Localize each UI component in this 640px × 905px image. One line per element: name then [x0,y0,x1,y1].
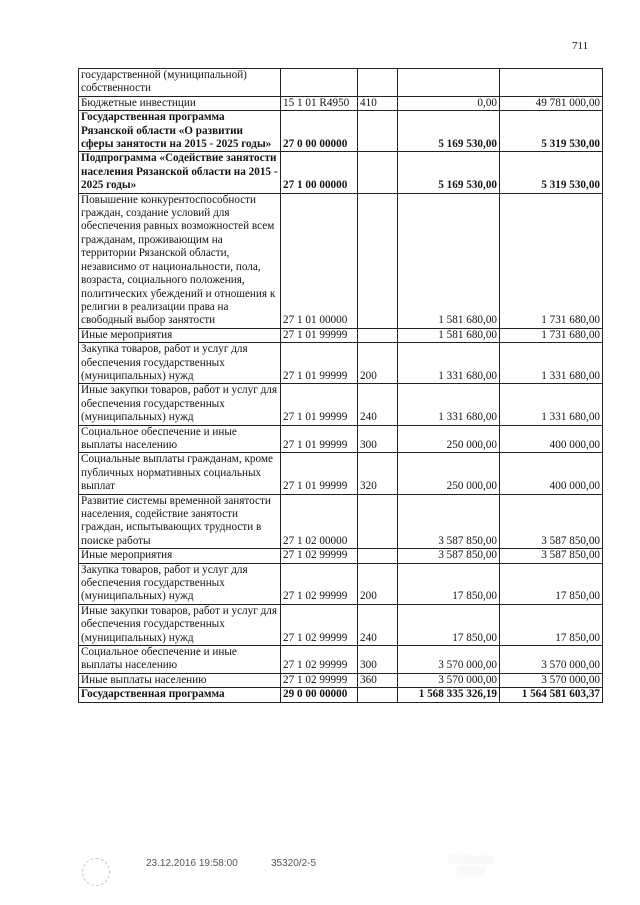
row-amount-2017: 1 331 680,00 [398,384,500,425]
row-name: Повышение конкурентоспособности граждан, создание условий для обеспечения равных возможностей всем гражданам, проживающим на территории Рязанской области, независимо от национальности, пола, возраста, социального положения, политических убеждений и отношения к религии в реализации права на свободный выбор занятости [79,193,281,328]
row-name: Закупка товаров, работ и услуг для обеспечения государственных (муниципальных) нужд [79,343,281,384]
row-code: 27 1 01 99999 [281,328,358,342]
row-expense-type [358,688,398,702]
row-name: Социальное обеспечение и иные выплаты населению [79,425,281,453]
row-expense-type [358,193,398,328]
row-amount-2017: 3 570 000,00 [398,673,500,687]
row-amount-2018: 400 000,00 [500,453,603,494]
row-code: 27 1 02 99999 [281,549,358,563]
row-amount-2018 [500,69,603,97]
row-expense-type [358,111,398,152]
row-code: 27 1 01 99999 [281,453,358,494]
row-amount-2017: 3 587 850,00 [398,549,500,563]
row-code [281,69,358,97]
row-code: 27 1 01 99999 [281,425,358,453]
row-amount-2018: 3 570 000,00 [500,646,603,674]
row-amount-2018: 49 781 000,00 [500,96,603,110]
row-name: Иные закупки товаров, работ и услуг для обеспечения государственных (муниципальных) нужд [79,384,281,425]
row-expense-type [358,549,398,563]
row-code: 27 0 00 00000 [281,111,358,152]
table-row [79,688,603,702]
row-amount-2017: 3 587 850,00 [398,494,500,549]
row-code: 27 1 02 99999 [281,646,358,674]
table-row [79,152,603,193]
table-row [79,604,603,645]
watermark-stamp: ░░░░░░░░ ░░░░░ [448,855,494,875]
row-expense-type: 200 [358,563,398,604]
row-name: Иные выплаты населению [79,673,281,687]
row-amount-2018: 400 000,00 [500,425,603,453]
row-expense-type: 360 [358,673,398,687]
table-row [79,111,603,152]
row-expense-type [358,152,398,193]
seal-stamp [82,858,110,886]
row-expense-type: 240 [358,384,398,425]
row-code: 27 1 01 99999 [281,384,358,425]
row-name: Иные мероприятия [79,549,281,563]
row-expense-type [358,494,398,549]
row-amount-2017: 1 568 335 326,19 [398,688,500,702]
row-amount-2017: 250 000,00 [398,425,500,453]
row-amount-2018: 5 319 530,00 [500,152,603,193]
table-row [79,563,603,604]
row-expense-type: 300 [358,425,398,453]
row-amount-2017: 17 850,00 [398,604,500,645]
table-row [79,673,603,687]
row-amount-2018: 1 731 680,00 [500,328,603,342]
row-expense-type: 200 [358,343,398,384]
row-amount-2017: 17 850,00 [398,563,500,604]
row-name: Закупка товаров, работ и услуг для обеспечения государственных (муниципальных) нужд [79,563,281,604]
row-amount-2017: 1 331 680,00 [398,343,500,384]
row-amount-2018: 3 570 000,00 [500,673,603,687]
row-code: 27 1 02 99999 [281,563,358,604]
row-code: 15 1 01 R4950 [281,96,358,110]
row-amount-2018: 1 331 680,00 [500,384,603,425]
row-amount-2018: 17 850,00 [500,563,603,604]
table-row [79,328,603,342]
row-amount-2018: 3 587 850,00 [500,549,603,563]
row-amount-2017: 250 000,00 [398,453,500,494]
row-amount-2018: 1 731 680,00 [500,193,603,328]
row-code: 27 1 00 00000 [281,152,358,193]
table-row [79,69,603,97]
row-name: Государственная программа Рязанской области «О развитии сферы занятости на 2015 - 2025 годы» [79,111,281,152]
budget-table [78,68,603,703]
row-amount-2018: 3 587 850,00 [500,494,603,549]
row-code: 27 1 02 00000 [281,494,358,549]
row-amount-2018: 17 850,00 [500,604,603,645]
page-number: 711 [572,40,589,52]
row-code: 27 1 01 99999 [281,343,358,384]
row-amount-2017: 0,00 [398,96,500,110]
footer-document-id: 35320/2-5 [271,858,317,869]
row-name: Бюджетные инвестиции [79,96,281,110]
row-amount-2017: 1 581 680,00 [398,328,500,342]
row-amount-2017: 5 169 530,00 [398,111,500,152]
row-amount-2017: 3 570 000,00 [398,646,500,674]
row-amount-2017 [398,69,500,97]
table-row [79,549,603,563]
row-expense-type [358,328,398,342]
row-amount-2018: 5 319 530,00 [500,111,603,152]
row-amount-2017: 5 169 530,00 [398,152,500,193]
table-row [79,96,603,110]
row-name: Иные закупки товаров, работ и услуг для обеспечения государственных (муниципальных) нужд [79,604,281,645]
row-code: 27 1 02 99999 [281,673,358,687]
row-name: Подпрограмма «Содействие занятости населения Рязанской области на 2015 - 2025 годы» [79,152,281,193]
footer-datetime: 23.12.2016 19:58:00 [146,858,238,869]
row-name: Государственная программа [79,688,281,702]
row-expense-type: 320 [358,453,398,494]
table-row [79,453,603,494]
table-row [79,193,603,328]
row-expense-type: 300 [358,646,398,674]
row-amount-2018: 1 331 680,00 [500,343,603,384]
row-code: 27 1 02 99999 [281,604,358,645]
table-row [79,343,603,384]
table-row [79,425,603,453]
table-row [79,494,603,549]
row-code: 27 1 01 00000 [281,193,358,328]
row-name: Социальные выплаты гражданам, кроме публичных нормативных социальных выплат [79,453,281,494]
row-code: 29 0 00 00000 [281,688,358,702]
table-row [79,646,603,674]
row-expense-type: 410 [358,96,398,110]
budget-table-body [79,69,603,703]
row-expense-type: 240 [358,604,398,645]
row-amount-2018: 1 564 581 603,37 [500,688,603,702]
table-row [79,384,603,425]
row-name: государственной (муниципальной) собственности [79,69,281,97]
row-amount-2017: 1 581 680,00 [398,193,500,328]
row-name: Иные мероприятия [79,328,281,342]
row-expense-type [358,69,398,97]
row-name: Социальное обеспечение и иные выплаты населению [79,646,281,674]
row-name: Развитие системы временной занятости населения, содействие занятости граждан, испытывающих трудности в поиске работы [79,494,281,549]
